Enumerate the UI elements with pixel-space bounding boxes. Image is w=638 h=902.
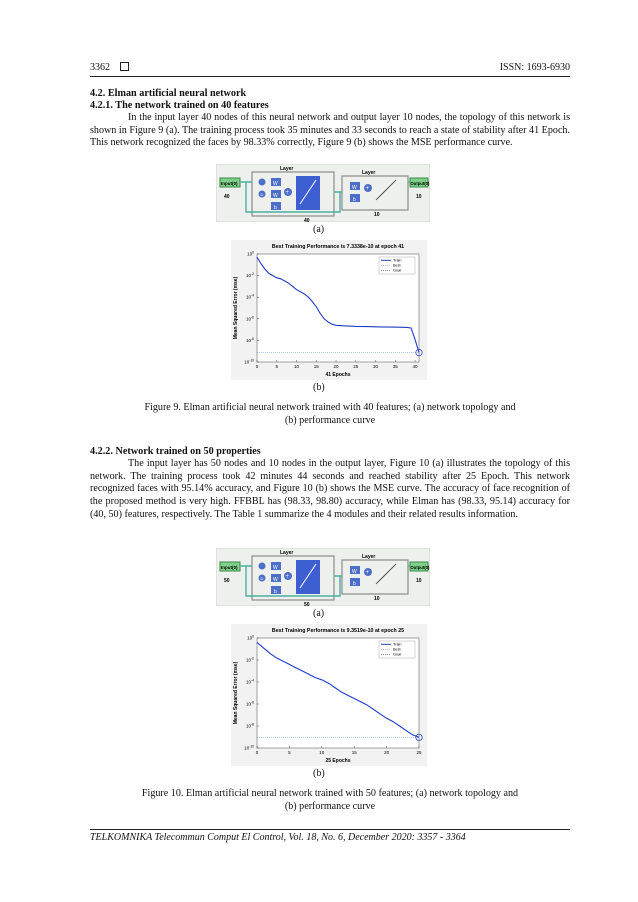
figure10-topology: [216, 548, 430, 606]
svg-text:b: b: [274, 589, 277, 595]
y-axis-label: Mean Squared Error (mse): [233, 661, 239, 725]
x-tick-label: 15: [351, 750, 357, 755]
y-tick-label: $10^0$: [247, 634, 254, 641]
figure10-caption-line2: (b) performance curve: [284, 800, 376, 812]
paragraph-1: In the input layer 40 nodes of this neural network and output layer 10 nodes, the topology of this network is shown in Figure 9 (a). The training process took 35 minutes and 33 seconds to reach a state of stability after 41 Epoch. This network recognized the faces by 98.33% correctly, Figure 9 (b) shows the MSE performance curve.: [90, 112, 570, 149]
issn: ISSN: 1693-6930: [499, 62, 570, 73]
chart-9: [231, 240, 427, 380]
x-tick-label: 20: [333, 364, 339, 369]
svg-text:b: b: [274, 205, 277, 211]
paragraph-2: The input layer has 50 nodes and 10 nodes in the output layer, Figure 10 (a) illustrates the topology of this network. The training process took 42 minutes 44 seconds and reached stability after 25 Epoch. This network recognized faces with 95.14% accuracy, and Figure 10 (b) shows the MSE curve. The accuracy of face recognition of the proposed method is very high. FFBBL has (98.33, 98.80) accuracy, while Elman has (98.33, 95.14) accuracy for (40, 50) features, respectively. The Table 1 summarize the 4 modules and their related results information.: [90, 458, 570, 520]
y-tick-label: $10^0$: [247, 250, 254, 257]
footer-rule: [90, 829, 570, 830]
svg-text:W: W: [273, 577, 278, 583]
x-tick-label: 25: [353, 364, 359, 369]
figure9-caption: [90, 402, 570, 427]
fig9-input-label: Input(0): [221, 181, 238, 186]
legend-entry: Best: [393, 647, 401, 652]
svg-text:W: W: [273, 181, 278, 187]
x-tick-label: 5: [275, 364, 279, 369]
y-tick-label: $10^{-10}$: [244, 744, 254, 751]
svg-text:+: +: [365, 186, 370, 192]
section-heading: 4.2. Elman artificial neural network: [90, 88, 247, 99]
y-axis-label: Mean Squared Error (mse): [233, 276, 239, 340]
x-tick-label: 30: [373, 364, 379, 369]
x-axis-label: 41 Epochs: [325, 372, 351, 378]
fig10-label-a: (a): [313, 608, 325, 619]
chart-title: Best Training Performance is 7.3338e-10 at epoch 41: [271, 244, 405, 250]
svg-text:40: 40: [304, 218, 310, 222]
chart-title: Best Training Performance is 9.3519e-10 at epoch 25: [271, 628, 405, 634]
svg-text:50: 50: [224, 578, 230, 584]
figure9-chart: [231, 240, 427, 380]
svg-text:Output(0): Output(0): [410, 565, 430, 570]
svg-text:W: W: [273, 565, 278, 571]
x-axis-label: 25 Epochs: [325, 758, 351, 764]
chart-10: [231, 624, 427, 766]
svg-text:Layer: Layer: [362, 554, 376, 560]
svg-text:D: D: [260, 576, 264, 581]
fig9-label-a: (a): [313, 224, 325, 235]
svg-text:W: W: [352, 185, 357, 191]
x-tick-label: 10: [319, 750, 325, 755]
svg-text:Input(0): Input(0): [221, 565, 238, 570]
svg-text:D: D: [260, 192, 264, 197]
figure10-caption: [90, 788, 570, 813]
footer-journal: TELKOMNIKA Telecommun Comput El Control, Vol. 18, No. 6, December 2020: 3357 - 3364: [90, 832, 466, 843]
x-tick-label: 0: [255, 750, 259, 755]
y-tick-label: $10^{-6}$: [246, 700, 254, 707]
svg-text:b: b: [353, 581, 356, 587]
svg-text:10: 10: [416, 194, 422, 200]
page-number: 3362: [90, 62, 129, 73]
legend-entry: Best: [393, 263, 401, 268]
y-tick-label: $10^{-8}$: [246, 722, 254, 729]
svg-text:W: W: [352, 569, 357, 575]
x-tick-label: 15: [313, 364, 319, 369]
figure10-chart: [231, 624, 427, 766]
y-tick-label: $10^{-8}$: [246, 336, 254, 343]
y-tick-label: $10^{-2}$: [246, 656, 254, 663]
figure9-caption-line1: Figure 9. Elman artificial neural network trained with 40 features; (a) network topology and: [144, 402, 516, 413]
fig9-label-b: (b): [313, 382, 325, 393]
fig9-layer1-label: Layer: [280, 166, 294, 172]
x-tick-label: 10: [294, 364, 300, 369]
svg-text:Layer: Layer: [362, 170, 376, 176]
figure9-caption-line2: (b) performance curve: [284, 414, 376, 426]
svg-text:Layer: Layer: [280, 550, 294, 556]
x-tick-label: 35: [392, 364, 398, 369]
fig9-input-size: 40: [224, 194, 230, 200]
figure9-topology: [216, 164, 430, 222]
svg-text:Output(0): Output(0): [410, 181, 430, 186]
legend-entry: Goal: [393, 652, 402, 657]
square-icon: [120, 62, 129, 71]
subsection-heading-2: 4.2.2. Network trained on 50 properties: [90, 446, 261, 457]
y-tick-label: $10^{-4}$: [246, 293, 254, 300]
legend-entry: Train: [393, 258, 402, 263]
svg-text:b: b: [353, 197, 356, 203]
x-tick-label: 40: [412, 364, 418, 369]
x-tick-label: 5: [288, 750, 291, 755]
x-tick-label: 20: [384, 750, 390, 755]
y-tick-label: $10^{-4}$: [246, 678, 254, 685]
svg-text:W: W: [273, 193, 278, 199]
legend-entry: Goal: [393, 268, 402, 273]
y-tick-label: $10^{-10}$: [244, 358, 254, 365]
svg-text:10: 10: [374, 212, 380, 218]
legend-entry: Train: [393, 642, 402, 647]
svg-text:10: 10: [374, 596, 380, 602]
svg-text:50: 50: [304, 602, 310, 606]
fig10-label-b: (b): [313, 768, 325, 779]
svg-text:10: 10: [416, 578, 422, 584]
x-tick-label: 0: [255, 364, 259, 369]
y-tick-label: $10^{-2}$: [246, 272, 254, 279]
figure10-caption-line1: Figure 10. Elman artificial neural network trained with 50 features; (a) network topology and: [141, 788, 519, 799]
header-rule: [90, 76, 570, 77]
svg-text:+: +: [365, 570, 370, 576]
subsection-heading-1: 4.2.1. The network trained on 40 features: [90, 100, 269, 111]
y-tick-label: $10^{-6}$: [246, 315, 254, 322]
svg-text:+: +: [285, 574, 290, 580]
x-tick-label: 25: [416, 750, 422, 755]
svg-text:+: +: [285, 190, 290, 196]
